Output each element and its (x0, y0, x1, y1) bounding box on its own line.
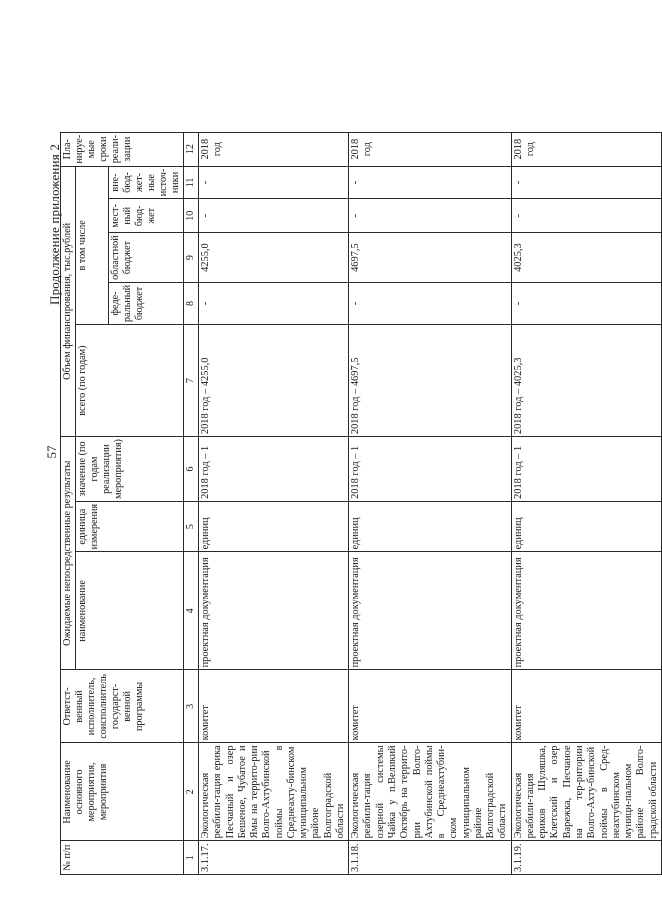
row-result-value: 2018 год – 1 (199, 437, 349, 502)
header-res-unit: единица измерения (76, 501, 184, 552)
row-executor: комитет (199, 670, 349, 743)
header-name: Наименование основного мероприятия, мероприятия (61, 743, 184, 841)
row-result-unit: единиц (349, 501, 511, 552)
column-number: 5 (184, 501, 199, 552)
header-res-value: значение (по годам реализации мероприятия) (76, 437, 184, 502)
header-planned: Пла-нируе-мые сроки реали-зации (61, 132, 184, 166)
row-no: 3.1.17. (199, 841, 349, 875)
row-result-name: проектная документация (511, 552, 661, 670)
table-row (199, 132, 349, 874)
row-executor: комитет (349, 670, 511, 743)
column-number: 7 (184, 325, 199, 437)
header-local: мест-ный бюд-жет (108, 199, 183, 233)
row-regional: 4025,3 (511, 233, 661, 283)
header-regional: областной бюджет (108, 233, 183, 283)
row-total: 2018 год – 4255,0 (199, 325, 349, 437)
column-number-row (184, 132, 199, 874)
row-planned: 2018 год (349, 132, 511, 166)
column-number: 4 (184, 552, 199, 670)
row-no: 3.1.18. (349, 841, 511, 875)
row-local: - (511, 199, 661, 233)
row-regional: 4255,0 (199, 233, 349, 283)
row-regional: 4697,5 (349, 233, 511, 283)
row-result-value: 2018 год – 1 (349, 437, 511, 502)
column-number: 2 (184, 743, 199, 841)
row-no: 3.1.19. (511, 841, 661, 875)
header-results-group: Ожидаемые непосредственные результаты (61, 437, 76, 670)
row-local: - (199, 199, 349, 233)
table-row (349, 132, 511, 874)
column-number: 12 (184, 132, 199, 166)
column-number: 1 (184, 841, 199, 875)
row-planned: 2018 год (199, 132, 349, 166)
header-federal: феде-ральный бюджет (108, 282, 183, 324)
column-number: 3 (184, 670, 199, 743)
header-offbudget: вне-бюд-жет-ные источ-ники (108, 166, 183, 199)
row-federal: - (349, 282, 511, 324)
header-res-name: наименование (76, 552, 184, 670)
row-federal: - (511, 282, 661, 324)
column-number: 10 (184, 199, 199, 233)
row-total: 2018 год – 4697,5 (349, 325, 511, 437)
row-result-name: проектная документация (349, 552, 511, 670)
header-no: № п/п (61, 841, 184, 875)
page-number: 57 (44, 445, 59, 459)
column-number: 6 (184, 437, 199, 502)
measures-table (60, 132, 662, 875)
row-local: - (349, 199, 511, 233)
row-executor: комитет (511, 670, 661, 743)
column-number: 8 (184, 282, 199, 324)
table-row (511, 132, 661, 874)
row-federal: - (199, 282, 349, 324)
column-number: 9 (184, 233, 199, 283)
header-including: в том числе (76, 166, 109, 324)
row-result-value: 2018 год – 1 (511, 437, 661, 502)
header-total: всего (по годам) (76, 325, 184, 437)
row-result-unit: единиц (199, 501, 349, 552)
row-name: Экологическая реабили-тация ерика Песчаный и озер Бешеное, Чубатое и Ямы на террито-рии Волго-Ахтубинской поймы в Среднеахту-бинском муниципальном районе Волгоградской области (199, 743, 349, 841)
row-offbudget: - (511, 166, 661, 199)
row-result-unit: единиц (511, 501, 661, 552)
header-executor: Ответст-венный исполнитель, соисполнитель государст-венной программы (61, 670, 184, 743)
row-planned: 2018 год (511, 132, 661, 166)
row-offbudget: - (199, 166, 349, 199)
column-number: 11 (184, 166, 199, 199)
row-result-name: проектная документация (199, 552, 349, 670)
header-finance-group: Объем финансирования, тыс.рублей (61, 166, 76, 436)
row-name: Экологическая реабили-тация ериков Шуляшка, Клетский и озер Варежка, Песчаное на тер-ритории Волго-Ахту-бинской поймы в Сред-неахтубинском муници-пальном районе Волго-градской области (511, 743, 661, 841)
row-offbudget: - (349, 166, 511, 199)
continuation-title: Продолжение приложения 2 (47, 143, 62, 305)
row-name: Экологическая реабили-тация озерной системы Чайка у п.Великий Октябрь на террито-рии Волго-Ахтубинской поймы в Среднеахтубин-ском муниципальном районе Волгоградской области (349, 743, 511, 841)
row-total: 2018 год – 4025,3 (511, 325, 661, 437)
header-row-1 (61, 132, 76, 874)
